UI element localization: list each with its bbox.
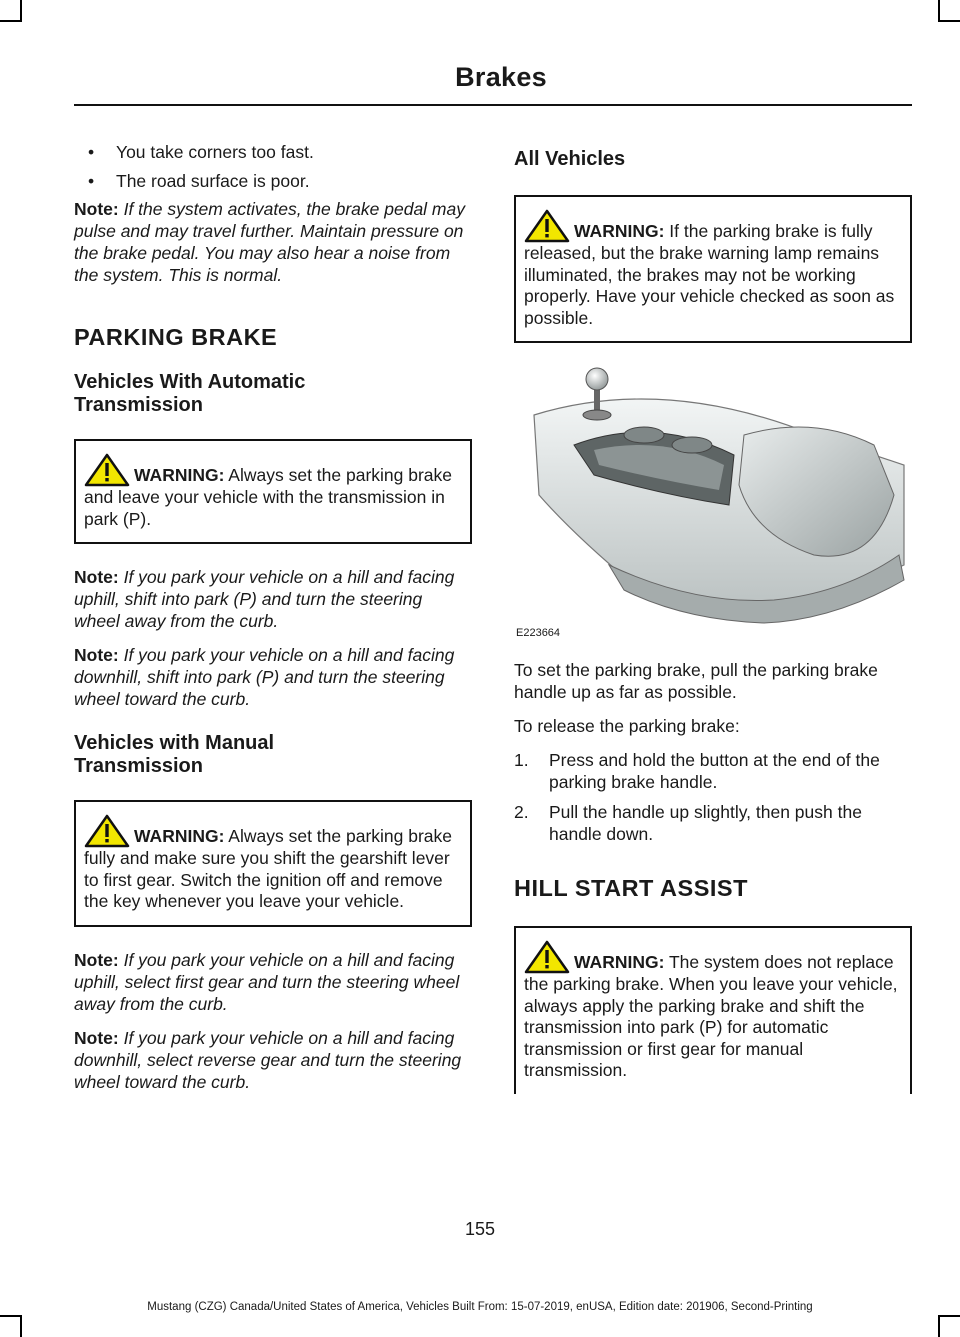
list-item: [74, 140, 472, 164]
warning-text: Always set the parking brake fully and make sure you shift the gearshift lever to first gear. Switch the ignition off and remove the key whenever you leave your vehicle.: [84, 826, 453, 911]
warning-triangle-icon: [524, 940, 570, 974]
warning-label: WARNING:: [134, 826, 225, 846]
note-text: If you park your vehicle on a hill and facing uphill, shift into park (P) and turn the steering wheel away from the curb.: [74, 567, 455, 631]
right-column: [514, 140, 912, 1116]
crop-mark: [0, 20, 22, 22]
step-number: 2.: [514, 802, 529, 822]
note-text: If the system activates, the brake pedal may pulse and may travel further. Maintain pressure on the brake pedal. You may also hear a noise from the system. This is normal.: [74, 199, 465, 285]
parking-brake-illustration: [514, 365, 910, 645]
center-console-image: [514, 365, 910, 645]
bullet-icon: •: [88, 142, 95, 162]
step-text: Press and hold the button at the end of the parking brake handle.: [549, 750, 880, 792]
note-label: Note:: [74, 199, 119, 219]
footer-text: Mustang (CZG) Canada/United States of America, Vehicles Built From: 15-07-2019, enUSA, Edition date: 201906, Second-Printing: [147, 1301, 813, 1313]
crop-mark: [938, 1315, 940, 1337]
list-item: [514, 801, 912, 845]
step-number: 1.: [514, 750, 529, 770]
crop-mark: [20, 1315, 22, 1337]
figure-code: E223664: [516, 627, 561, 639]
crop-mark: [0, 1315, 22, 1317]
note: [74, 644, 472, 710]
note-label: Note:: [74, 1027, 119, 1048]
note: [74, 566, 472, 632]
note-label: Note:: [74, 567, 119, 587]
list-item: [74, 169, 472, 193]
note: [74, 1027, 472, 1093]
crop-mark: [938, 0, 940, 22]
heading-automatic: Vehicles With Automatic Transmission: [74, 371, 306, 416]
section-title-parking-brake: PARKING BRAKE: [74, 324, 278, 350]
heading-all-vehicles: All Vehicles: [514, 148, 626, 170]
page-title: Brakes: [455, 62, 547, 92]
note-intro: [74, 198, 472, 286]
warning-text: If the parking brake is fully released, but the brake warning lamp remains illuminated, the brakes may not be working properly. Have your vehicle checked as soon as possible.: [524, 221, 895, 328]
warning-box-all-vehicles: [514, 195, 912, 343]
crop-mark: [938, 1315, 960, 1317]
warning-triangle-icon: [84, 453, 130, 487]
header-rule: [74, 104, 912, 106]
release-steps: [514, 749, 912, 845]
warning-label: WARNING:: [574, 952, 665, 972]
warning-label: WARNING:: [574, 221, 665, 241]
note-text: If you park your vehicle on a hill and facing uphill, select first gear and turn the steering wheel away from the curb.: [74, 949, 460, 1014]
bullet-text: You take corners too fast.: [116, 142, 314, 162]
warning-text: Always set the parking brake and leave your vehicle with the transmission in park (P).: [84, 465, 453, 529]
note-label: Note:: [74, 645, 119, 665]
bullet-icon: •: [88, 171, 95, 191]
note: [74, 949, 472, 1015]
warning-box-automatic: [74, 439, 472, 544]
section-title-hill-start-assist: HILL START ASSIST: [514, 875, 748, 901]
warning-box-hill-start: [514, 926, 912, 1094]
warning-triangle-icon: [84, 814, 130, 848]
bullet-text: The road surface is poor.: [116, 171, 310, 191]
warning-triangle-icon: [524, 209, 570, 243]
warning-label: WARNING:: [134, 465, 225, 485]
warning-text: The system does not replace the parking brake. When you leave your vehicle, always apply the parking brake and shift the transmission into park (P) for automatic transmission or first gear for manual transmission.: [524, 952, 898, 1080]
step-text: Pull the handle up slightly, then push the handle down.: [549, 802, 862, 844]
note-label: Note:: [74, 949, 119, 970]
note-text: If you park your vehicle on a hill and facing downhill, select reverse gear and turn the steering wheel toward the curb.: [74, 1027, 462, 1092]
heading-manual: Vehicles with Manual Transmission: [74, 732, 275, 777]
warning-box-manual: [74, 800, 472, 927]
left-column: [74, 140, 472, 1105]
list-item: [514, 749, 912, 793]
set-instruction: To set the parking brake, pull the parking brake handle up as far as possible.: [514, 660, 878, 702]
note-text: If you park your vehicle on a hill and facing downhill, shift into park (P) and turn the steering wheel toward the curb.: [74, 645, 455, 709]
crop-mark: [20, 0, 22, 22]
crop-mark: [938, 20, 960, 22]
release-intro: To release the parking brake:: [514, 716, 740, 736]
page-number: 155: [464, 1219, 496, 1239]
